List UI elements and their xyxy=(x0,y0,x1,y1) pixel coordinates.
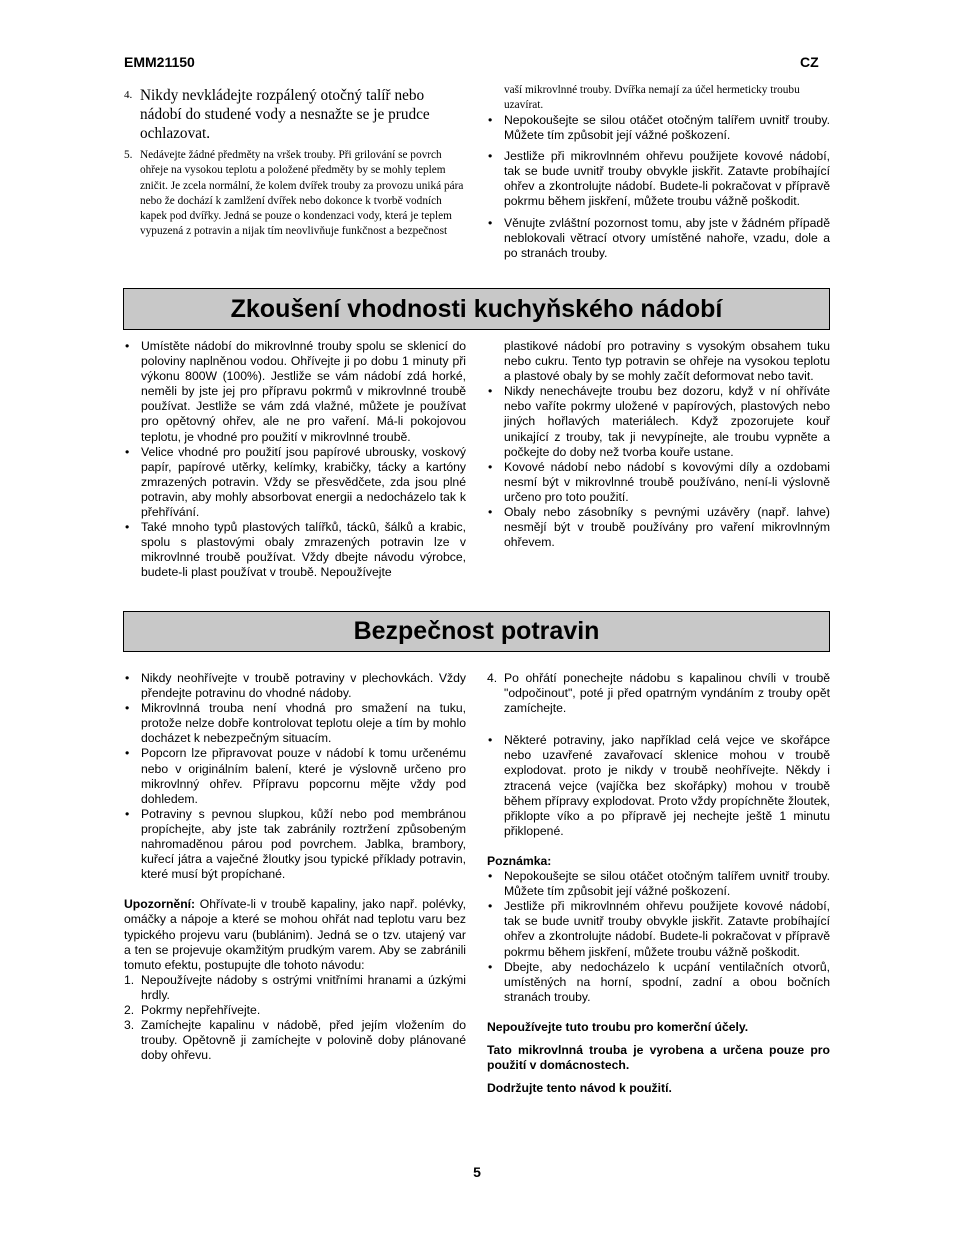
bold-notice: Dodržujte tento návod k použití. xyxy=(487,1081,672,1096)
list-item: • Potraviny s pevnou slupkou, kůží nebo pod membránou propíchejte, aby jste tak zabránily roztržení způsobeným nahromaděnou párou pod povrchem. Jablka, brambory, kuřecí játra a vaječné žloutky jsou typické příklady potravin, které musí být propíchané. xyxy=(124,807,466,882)
list-item: 4. Nikdy nevkládejte rozpálený otočný talíř nebo nádobí do studené vody a nesnažte se je prudce ochlazovat. xyxy=(124,87,430,142)
model-number: EMM21150 xyxy=(124,54,195,70)
list-item: • Některé potraviny, jako například celá vejce ve skořápce nebo uzavřené zavařovací sklenice mohou v troubě explodovat. proto je nikdy v troubě neohřívejte. Někdy i ztracená vejce (vajíčka bez skořápky) mohou v troubě během přípravy explodovat. Proto vždy propíchněte žloutek, přiklopte víko a po přípravě jej nechejte ještě 1 minutu přiklopené. xyxy=(487,733,830,839)
list-item: 1. Nepoužívejte nádoby s ostrými vnitřními hranami a úzkými hrdly. xyxy=(124,972,466,1002)
bold-notice: Nepoužívejte tuto troubu pro komerční účely. xyxy=(487,1019,749,1034)
section2-left-column xyxy=(124,671,466,1063)
list-item: • Jestliže při mikrovlnném ohřevu použijete kovové nádobí, tak se bude uvnitř trouby obvykle jiskřit. Zatavte probíhající ohřev a zkontrolujte nádobí. Budete-li pokračovat v přípravě pokrmu během jiskření, můžete troubu vážně poškodit. xyxy=(487,149,830,209)
list-item: 4. Po ohřátí ponechejte nádobu s kapalinou chvíli v troubě "odpočinout", poté ji před opatrným vyndáním z trouby opět zamíchejte. xyxy=(487,671,830,716)
list-item: • Věnujte zvláštní pozornost tomu, aby jste v žádném případě neblokovali větrací otvory umístěné nahoře, vzadu, dole a po stranách trouby. xyxy=(487,216,830,261)
section-title-banner: Bezpečnost potravin xyxy=(123,611,830,652)
warning-label: Upozornění: xyxy=(124,897,196,912)
note-label: Poznámka: xyxy=(487,853,552,868)
page-number: 5 xyxy=(473,1164,481,1180)
list-item: • Nikdy neohřívejte v troubě potraviny v plechovkách. Vždy přendejte potravinu do vhodné nádoby. xyxy=(124,671,466,701)
list-item: 5. Nedávejte žádné předměty na vršek trouby. Při grilování se povrch ohřeje na vysokou teplotu a položené předměty by se mohly teplem zničit. Je zcela normální, že kolem dvířek trouby za provozu uniká pára nebo že dochází k zamlžení dvířek nebo dokonce k tvorbě vodních kapek pod dvířky. Jedná se pouze o kondenzaci vody, která je teplem vypuzená z potravin a nijak tím neovlivňuje funkčnost a bezpečnost xyxy=(124,149,464,238)
section2-right-column xyxy=(487,671,830,1096)
list-item: • Velice vhodné pro použití jsou papírové ubrousky, voskový papír, papírové utěrky, kelímky, krabičky, tácky a kartóny zmrazených potravin. Vždy se přesvědčete, zda jsou plné potravin, aby mohly absorbovat energii a nedocházelo tak k přehřívání. xyxy=(124,445,466,520)
list-item: 3. Zamíchejte kapalinu v nádobě, před jejím vložením do trouby. Opětovně ji zamíchejte v polovině doby plánované doby ohřevu. xyxy=(124,1018,466,1063)
language-code: CZ xyxy=(800,54,819,70)
warning-paragraph: Upozornění: Ohřívate-li v troubě kapaliny, jako např. polévky, omáčky a nápoje a které se mohou ohřát nad teplotu varu bez typického projevu varu (bublánim). Jedná se o tzv. utajený var a ten se projevuje okamžitým prudkým varem. Aby se zabránili tomuto efektu, postupujte dle tohoto návodu: xyxy=(124,897,466,972)
continued-text: plastikové nádobí pro potraviny s vysokým obsahem tuku nebo cukru. Tento typ potravin se ohřeje na vysokou teplotu a plastové obaly by se mohly začít deformovat nebo tavit. xyxy=(504,339,830,384)
list-item: • Nikdy nenechávejte troubu bez dozoru, když v ní ohříváte nebo vaříte pokrmy uložené v papírových, plastových nebo jiných hořlavých materiálech. Když zpozorujete kouř unikající z trouby, tak ji nevypínejte, ale troubu vypněte a počkejte do doby než tvorba kouře ustane. xyxy=(487,384,830,459)
list-item: • Umístěte nádobí do mikrovlnné trouby spolu se sklenicí do poloviny naplněnou vodou. Ohřívejte ji po dobu 1 minuty při výkonu 800W (100%). Jestliže se vám nádobí zdá horké, neměli by jste jej pro přípravu pokrmů v mikrovlnné troubě používat. Jestliže se vám zdá vlažné, můžete je používat pro opětovný ohřev, ale ne pro vaření. Má-li pokojovou teplotu, je vhodné pro použití v mikrovlnné troubě. xyxy=(124,339,466,445)
bold-notice: Tato mikrovlnná trouba je vyrobena a určena pouze pro použití v domácnostech. xyxy=(487,1042,830,1073)
list-item: • Obaly nebo zásobníky s pevnými uzávěry (např. lahve) nesmějí být v troubě používány pro vaření mikrovlnným ohřevem. xyxy=(487,505,830,550)
section1-right-column xyxy=(487,339,830,550)
list-item: • Nepokoušejte se silou otáčet otočným talířem uvnitř trouby. Můžete tím způsobit její vážné poškození. xyxy=(487,113,830,143)
top-left-column xyxy=(124,86,464,240)
section1-left-column xyxy=(124,339,466,581)
list-item: 2. Pokrmy nepřehřívejte. xyxy=(124,1002,261,1017)
top-right-column xyxy=(487,83,830,261)
list-item: • Nepokoušejte se silou otáčet otočným talířem uvnitř trouby. Můžete tím způsobit její vážné poškození. xyxy=(487,869,830,899)
section-title-banner: Zkoušení vhodnosti kuchyňského nádobí xyxy=(123,288,830,330)
list-item: • Kovové nádobí nebo nádobí s kovovými díly a ozdobami nesmí být v mikrovlnné troubě používáno, není-li výslovně určeno pro toto použití. xyxy=(487,460,830,505)
list-item: • Popcorn lze připravovat pouze v nádobí k tomu určenému nebo v originálním balení, které je výslovně určeno pro mikrovlnný ohřev. Přípravu popcornu mějte vždy pod dohledem. xyxy=(124,746,466,806)
list-item: • Dbejte, aby nedocházelo k ucpání ventilačních otvorů, umístěných na horní, spodní, zadní a obou bočních stranách trouby. xyxy=(487,960,830,1005)
continued-text: vaší mikrovlnné trouby. Dvířka nemají za účel hermeticky troubu uzavírat. xyxy=(504,84,800,111)
list-item: • Také mnoho typů plastových talířků, táckû, šálků a krabic, spolu s plastovými obaly zmrazených potravin lze v mikrovlnné troubě používat. Vždy dbejte návodu výrobce, budete-li plast používat v troubě. Nepoužívejte xyxy=(124,520,466,580)
list-item: • Jestliže při mikrovlnném ohřevu použijete kovové nádobí, tak se bude uvnitř trouby obvykle jiskřit. Zatavte probíhající ohřev a zkontrolujte nádobí. Budete-li pokračovat v přípravě pokrmu během jiskření, můžete troubu vážně poškodit. xyxy=(487,899,830,959)
list-item: • Mikrovlnná trouba není vhodná pro smažení na tuku, protože nelze dobře kontrolovat teplotu oleje a tím by mohlo docházet k nebezpečným situacím. xyxy=(124,701,466,746)
